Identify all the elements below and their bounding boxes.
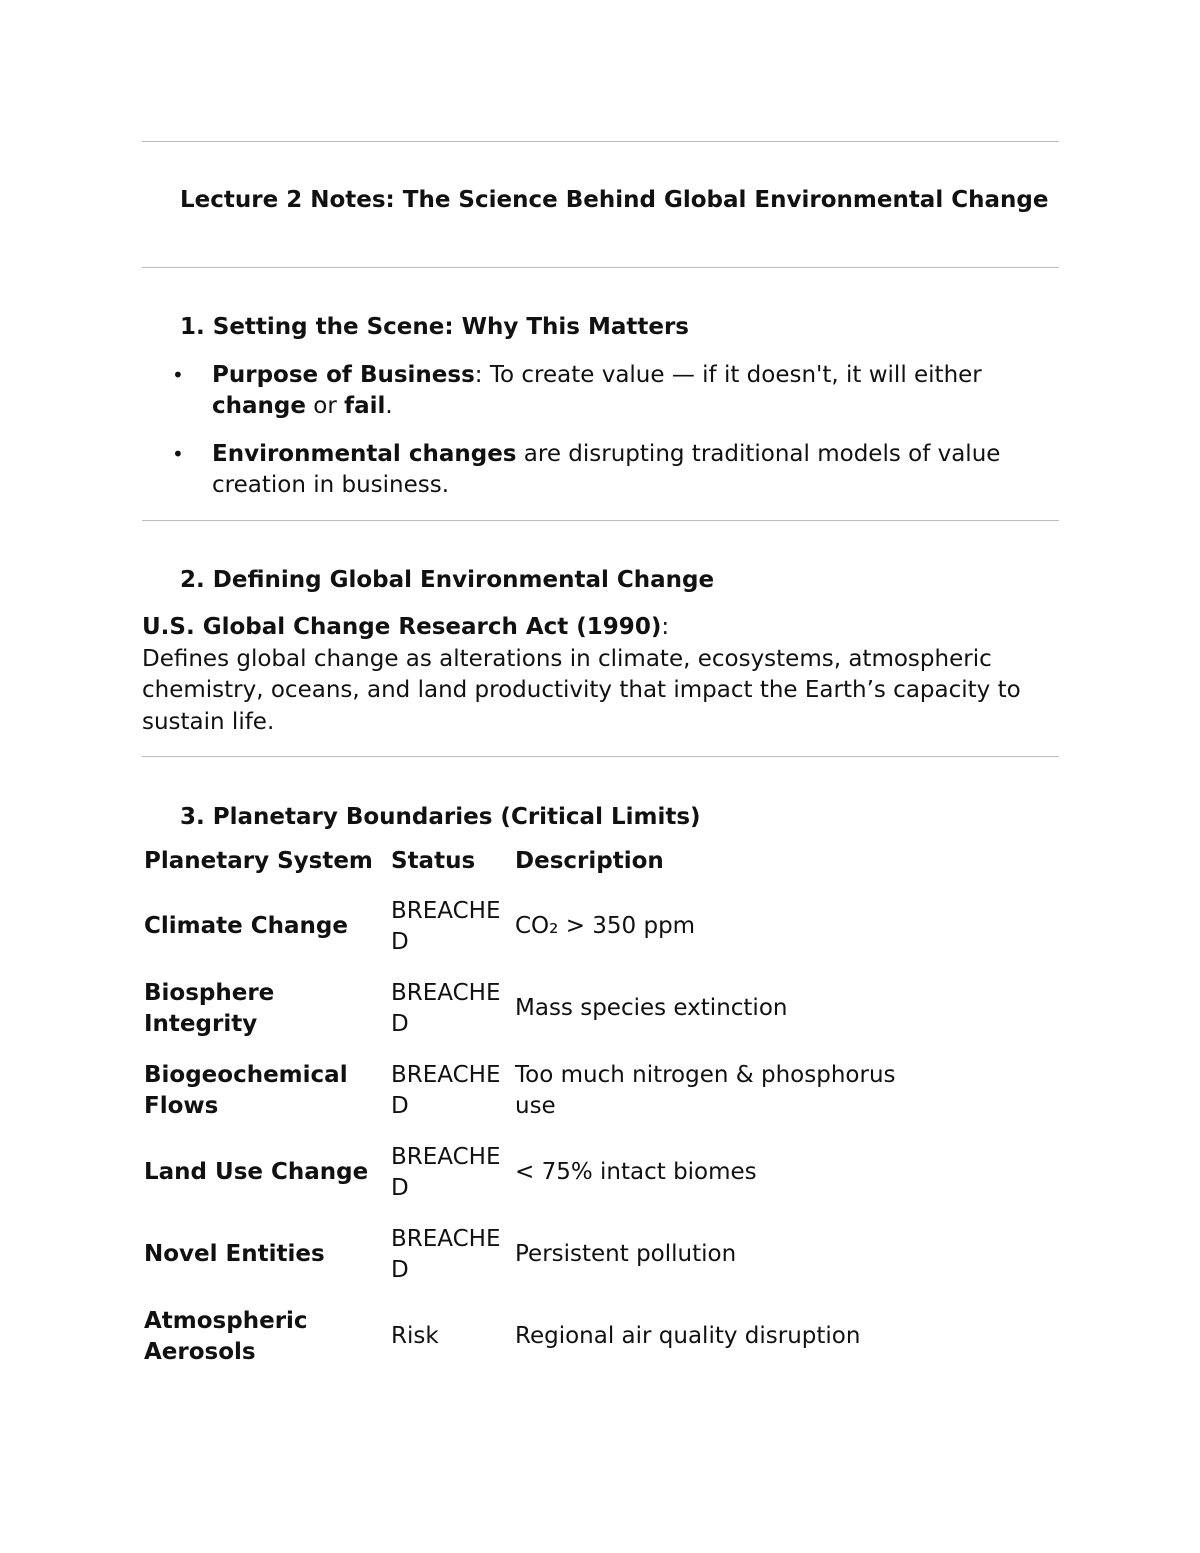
list-item: [142, 439, 1059, 501]
list-item: [142, 360, 1059, 422]
status-cell: BREACHED: [391, 979, 501, 1037]
divider: [142, 520, 1059, 521]
divider: [142, 756, 1059, 757]
status-cell: BREACHED: [391, 1061, 501, 1119]
status-cell: BREACHED: [391, 897, 501, 955]
table-header-row: [142, 846, 915, 886]
bullet-bold-term: fail: [344, 393, 386, 419]
table-row: [142, 1296, 915, 1378]
section-1-bullets: [142, 360, 1059, 518]
description-cell: Mass species extinction: [515, 995, 788, 1022]
bullet-text: or: [305, 393, 345, 419]
definition-block: [142, 612, 1059, 738]
column-header: Planetary System: [144, 848, 373, 874]
act-colon: :: [661, 614, 670, 640]
description-cell: Persistent pollution: [515, 1241, 737, 1268]
document-title: Lecture 2 Notes: The Science Behind Global Environmental Change: [180, 187, 1049, 213]
status-cell: Risk: [391, 1323, 439, 1350]
table-row: [142, 1132, 915, 1214]
column-header: Status: [391, 848, 476, 874]
act-name: U.S. Global Change Research Act (1990): [142, 614, 662, 640]
divider: [142, 141, 1059, 142]
bullet-bold-term: change: [212, 393, 306, 419]
description-cell: < 75% intact biomes: [515, 1159, 757, 1186]
system-cell: Atmospheric Aerosols: [144, 1307, 308, 1365]
bullet-bold-term: Purpose of Business: [212, 362, 475, 388]
column-header: Description: [515, 848, 664, 874]
system-cell: Biogeochemical Flows: [144, 1061, 348, 1119]
planetary-boundaries-table: [142, 846, 915, 1378]
system-cell: Land Use Change: [144, 1159, 369, 1186]
system-cell: Biosphere Integrity: [144, 979, 275, 1037]
description-cell: Regional air quality disruption: [515, 1323, 861, 1350]
bullet-text: .: [385, 393, 393, 419]
bullet-bold-term: Environmental changes: [212, 441, 517, 467]
section-3-heading: 3. Planetary Boundaries (Critical Limits): [180, 804, 701, 830]
description-cell: Too much nitrogen & phosphorus use: [515, 1061, 896, 1119]
bullet-text: : To create value — if it doesn't, it will either: [474, 362, 982, 388]
description-cell: CO₂ > 350 ppm: [515, 913, 696, 940]
section-1-heading: 1. Setting the Scene: Why This Matters: [180, 314, 689, 340]
bullet-text: are disrupting traditional models of value creation in business.: [212, 441, 1001, 498]
status-cell: BREACHED: [391, 1225, 501, 1283]
section-2-heading: 2. Defining Global Environmental Change: [180, 567, 715, 593]
table-row: [142, 1214, 915, 1296]
table-row: [142, 968, 915, 1050]
table-row: [142, 1050, 915, 1132]
table-row: [142, 886, 915, 968]
system-cell: Climate Change: [144, 913, 348, 940]
system-cell: Novel Entities: [144, 1241, 325, 1268]
definition-text: Defines global change as alterations in climate, ecosystems, atmospheric chemistry, oceans, and land productivity that impact the Earth’s capacity to sustain life.: [142, 645, 1021, 735]
status-cell: BREACHED: [391, 1143, 501, 1201]
divider: [142, 267, 1059, 268]
